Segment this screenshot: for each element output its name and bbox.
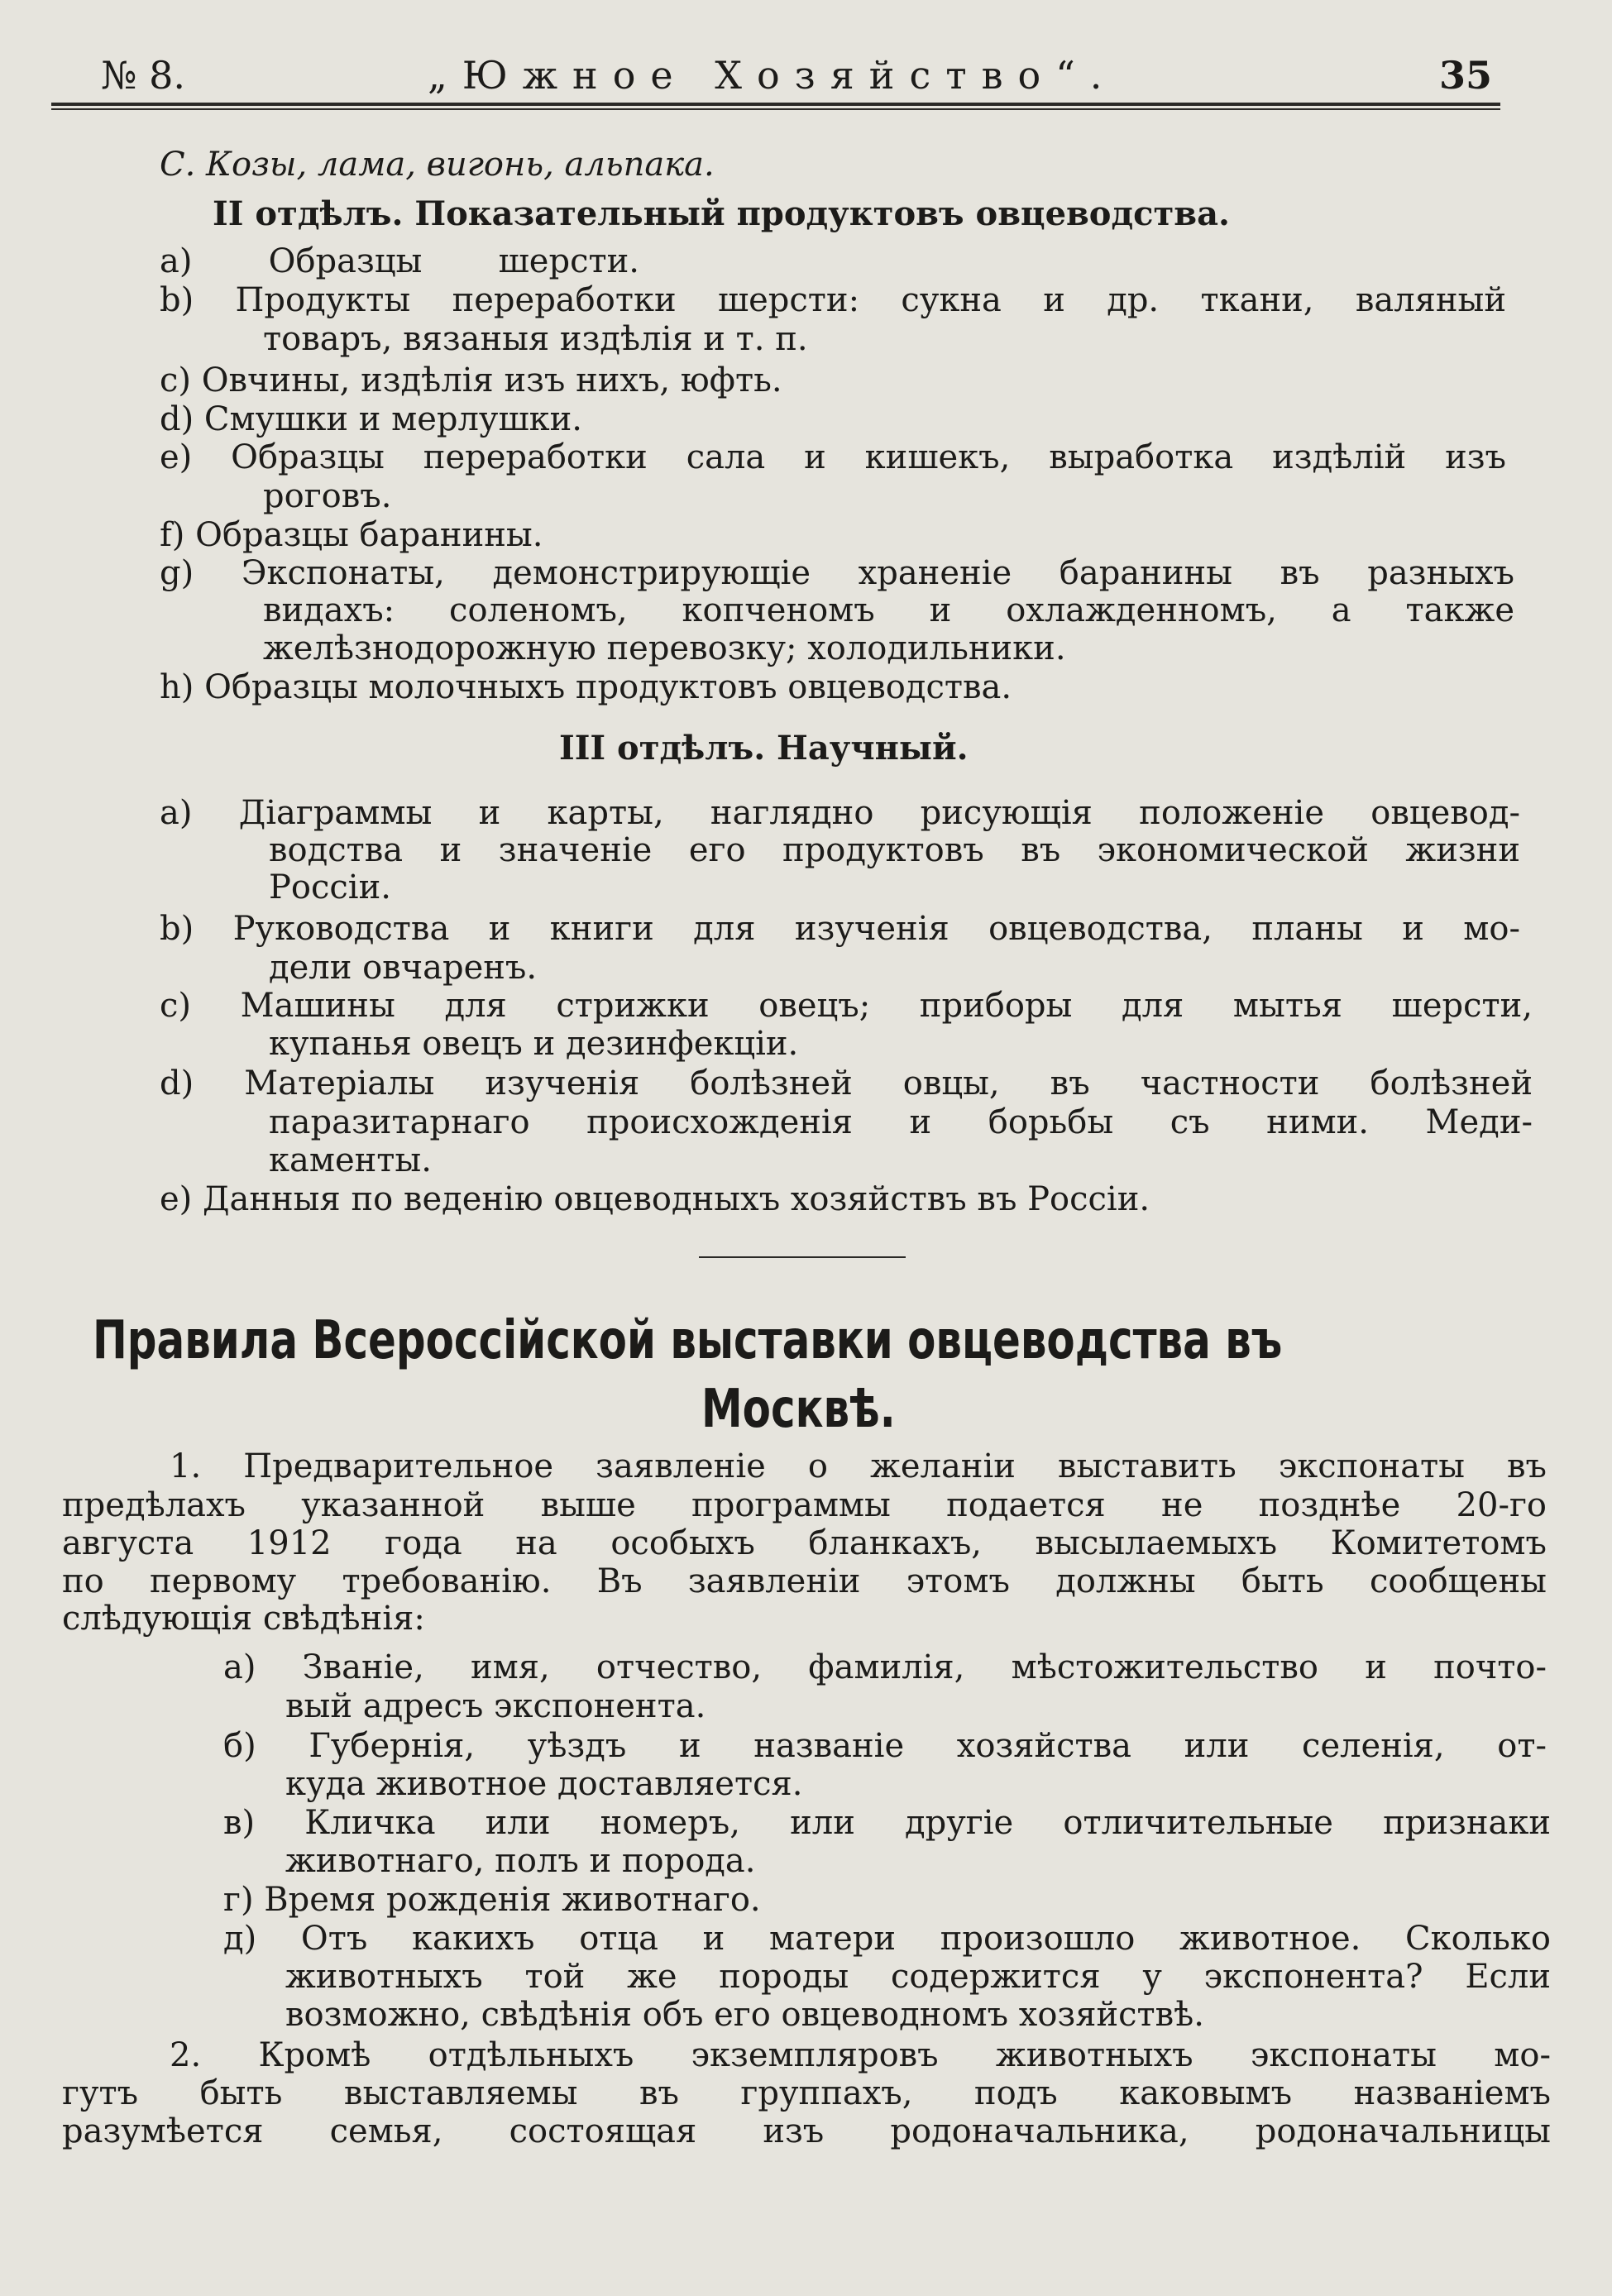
section3-item: a) Діаграммы и карты, наглядно рисующія положеніе овцевод-	[160, 794, 1520, 832]
section-divider	[699, 1256, 906, 1258]
section2-item: e) Образцы переработки сала и кишекъ, выработка издѣлій изъ	[160, 438, 1506, 476]
rules-line: предѣлахъ указанной выше программы подается не позднѣе 20-го	[62, 1486, 1547, 1524]
section2-item: d) Смушки и мерлушки.	[160, 400, 583, 438]
header-rule-thin	[51, 108, 1500, 110]
rules-line: 1. Предварительное заявленіе о желаніи выставить экспонаты въ	[170, 1447, 1547, 1485]
section2-item: f) Образцы баранины.	[160, 516, 543, 554]
rules-line: августа 1912 года на особыхъ бланкахъ, высылаемыхъ Комитетомъ	[62, 1524, 1547, 1562]
section3-item: паразитарнаго происхожденія и борьбы съ ними. Меди-	[269, 1103, 1533, 1141]
page-header	[51, 53, 1500, 103]
rules-line: по первому требованію. Въ заявленіи этомъ должны быть сообщены	[62, 1562, 1547, 1600]
rules-line: куда животное доставляется.	[285, 1765, 803, 1803]
rules-line: г) Время рожденія животнаго.	[223, 1881, 761, 1919]
issue-number: № 8.	[101, 53, 186, 98]
section2-item: товаръ, вязаныя издѣлія и т. п.	[263, 320, 808, 358]
section2-item: желѣзнодорожную перевозку; холодильники.	[263, 629, 1066, 667]
rules-line: слѣдующія свѣдѣнія:	[62, 1600, 425, 1638]
section-c-heading: С. Козы, лама, вигонь, альпака.	[160, 146, 715, 184]
rules-line: гутъ быть выставляемы въ группахъ, подъ каковымъ названіемъ	[62, 2074, 1551, 2112]
rules-line: а) Званіе, имя, отчество, фамилія, мѣстожительство и почто-	[223, 1648, 1547, 1686]
section3-item: купанья овецъ и дезинфекціи.	[269, 1025, 799, 1063]
section3-item: Россіи.	[269, 868, 391, 906]
section3-item: каменты.	[269, 1141, 432, 1179]
rules-line: вый адресъ экспонента.	[285, 1687, 706, 1725]
section3-item: водства и значеніе его продуктовъ въ экономической жизни	[269, 831, 1520, 869]
rules-title-line2: Москвѣ.	[701, 1379, 896, 1440]
section2-item: роговъ.	[263, 477, 392, 515]
section3-item: c) Машины для стрижки овецъ; приборы для мытья шерсти,	[160, 987, 1533, 1025]
page-number: 35	[1438, 53, 1492, 98]
header-rule	[51, 103, 1500, 106]
rules-line: животныхъ той же породы содержится у экспонента? Если	[285, 1958, 1551, 1996]
section2-item: a) Образцы шерсти.	[160, 242, 639, 280]
rules-line: возможно, свѣдѣнія объ его овцеводномъ хозяйствѣ.	[285, 1996, 1205, 2034]
section3-item: e) Данныя по веденію овцеводныхъ хозяйствъ въ Россіи.	[160, 1180, 1150, 1218]
journal-title: „Южное Хозяйство“.	[428, 53, 1117, 98]
section2-item: h) Образцы молочныхъ продуктовъ овцеводства.	[160, 668, 1012, 706]
rules-title-line1: Правила Всероссійской выставки овцеводства въ	[93, 1310, 1283, 1371]
section2-item: видахъ: соленомъ, копченомъ и охлажденномъ, а также	[263, 591, 1514, 629]
section3-item: b) Руководства и книги для изученія овцеводства, планы и мо-	[160, 910, 1520, 948]
rules-line: б) Губернія, уѣздъ и названіе хозяйства или селенія, от-	[223, 1727, 1547, 1765]
section3-heading: III отдѣлъ. Научный.	[559, 729, 969, 768]
section2-item: b) Продукты переработки шерсти: сукна и др. ткани, валяный	[160, 281, 1506, 319]
section2-heading: II отдѣлъ. Показательный продуктовъ овцеводства.	[213, 194, 1230, 233]
section2-item: g) Экспонаты, демонстрирующіе храненіе баранины въ разныхъ	[160, 554, 1514, 592]
section2-item: c) Овчины, издѣлія изъ нихъ, юфть.	[160, 361, 782, 399]
rules-line: д) Отъ какихъ отца и матери произошло животное. Сколько	[223, 1920, 1551, 1958]
rules-line: животнаго, полъ и порода.	[285, 1842, 756, 1880]
rules-line: разумѣется семья, состоящая изъ родоначальника, родоначальницы	[62, 2112, 1551, 2150]
rules-line: в) Кличка или номеръ, или другіе отличительные признаки	[223, 1804, 1551, 1842]
section3-item: d) Матеріалы изученія болѣзней овцы, въ частности болѣзней	[160, 1064, 1533, 1103]
section3-item: дели овчаренъ.	[269, 949, 538, 987]
rules-line: 2. Кромѣ отдѣльныхъ экземпляровъ животныхъ экспонаты мо-	[170, 2036, 1551, 2074]
